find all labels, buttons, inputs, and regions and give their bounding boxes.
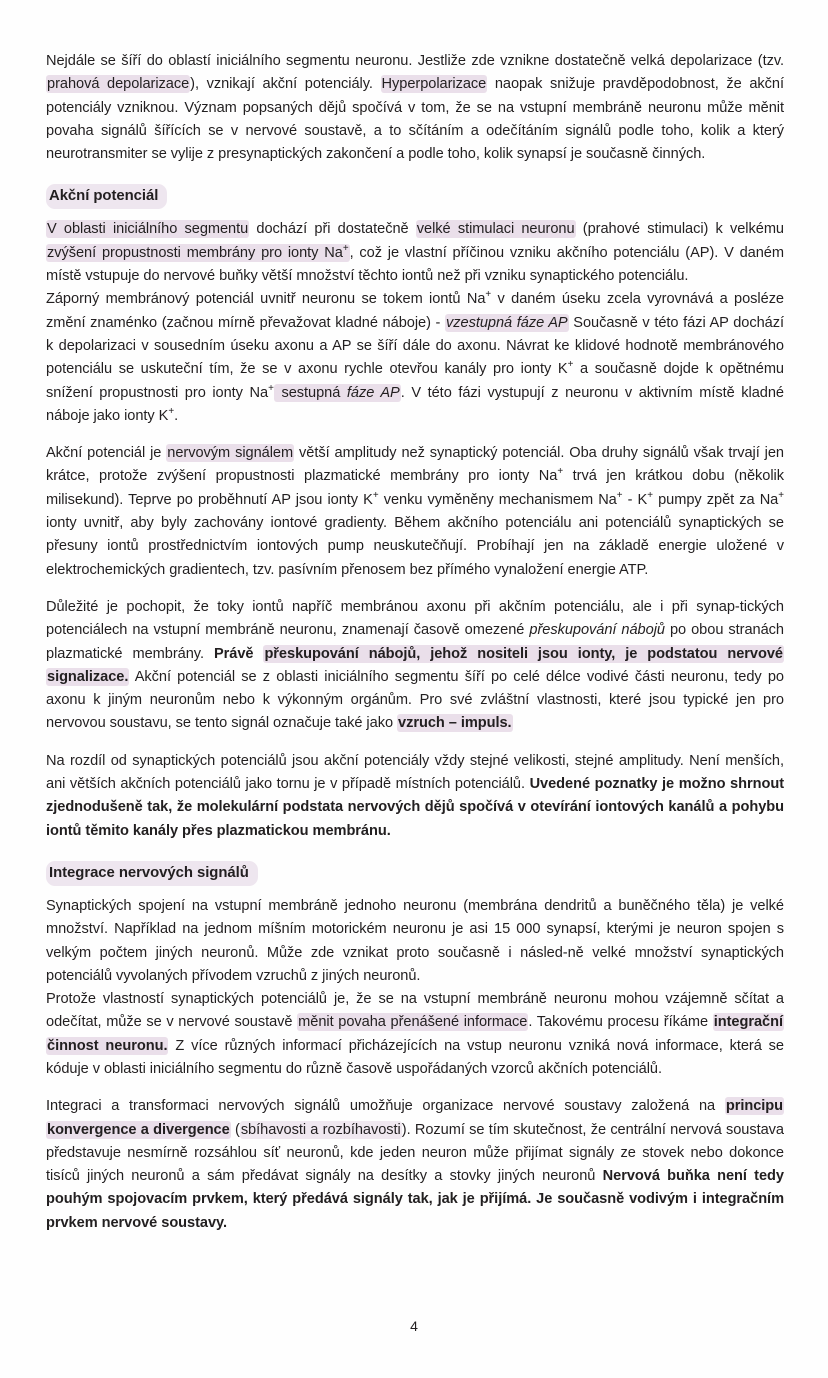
- bold-prave: Právě: [213, 645, 264, 662]
- text-run: Současně v této fázi AP dochází k depolarizaci v sousedním úseku axonu a AP se šíří dále do axonu. Návrat ke klidové hodnotě membránového potenciálu se uskuteční tím, že se v axonu rychle otevřou kanály pro ionty K: [46, 314, 784, 378]
- superscript-plus: +: [557, 466, 564, 478]
- text-run: - K: [622, 491, 648, 508]
- highlight-bold-integracni-cinnost-neuronu: integrační činnost neuronu.: [47, 1014, 783, 1054]
- highlight-velke-stimulaci-neuronu: velké stimulaci neuronu: [416, 221, 575, 238]
- highlight-sestupna-faze-ap: [274, 384, 401, 402]
- superscript-plus: +: [168, 406, 175, 417]
- highlight-bold-podstata-nervove-signalizace: přeskupování nábojů, jehož nositeli jsou ionty, je podstatou nervové signalizace.: [47, 645, 783, 685]
- text-run: . Takovému procesu říkáme: [528, 1014, 713, 1031]
- bold-nervova-bunka-statement: Nervová buňka není tedy pouhým spojovacím prvkem, který předává signály tak, jak je přijímá. Je současně vodivým i integračním prvkem nervové soustavy.: [46, 1168, 784, 1231]
- paragraph-intro: [46, 50, 784, 166]
- text-run: pumpy zpět za Na: [652, 491, 779, 508]
- spacer: [46, 582, 784, 596]
- text-run: Akční potenciál je: [46, 445, 167, 462]
- page-number: 4: [410, 1318, 418, 1334]
- text-run: naopak snižuje pravděpodobnost, že akční potenciály vzniknou. Význam popsaných dějů spočívá v tom, že se na vstupní membráně neuronu může měnit povaha signálů šířících se v nervové soustavě, a to sčítáním a odečítáním signálů podle toho, kolik a který neurotransmiter se vylije z presynaptických zakončení a podle toho, kolik synapsí je současně činných.: [46, 76, 784, 163]
- text-run: po obou stranách plazmatické membrány.: [46, 622, 784, 662]
- highlight-bold-principu-konvergence-divergence: principu konvergence a divergence: [47, 1098, 783, 1138]
- text-run: v daném úseku zcela vyrovnává a posléze změní znaménko (začnou mírně převažovat kladné náboje) -: [46, 291, 785, 331]
- spacer: [46, 166, 784, 184]
- text-run: větší amplitudy než synaptický potenciál. Oba druhy signálů však trvají jen krátce, protože zvýšení propustnosti plazmatické membrány pro ionty Na: [46, 445, 784, 485]
- text-run: .: [174, 407, 179, 424]
- text-run: (: [230, 1121, 240, 1138]
- superscript-plus: +: [372, 489, 379, 501]
- spacer: [46, 736, 784, 750]
- spacer: [46, 428, 784, 442]
- paragraph-ap-phases: [46, 288, 784, 428]
- superscript-plus: +: [342, 242, 349, 254]
- paragraph-synaptic-connections: [46, 895, 784, 988]
- text-run: Integraci a transformaci nervových signálů umožňuje organizace nervové soustavy založená na: [46, 1098, 725, 1115]
- text-run: ), vznikají akční potenciály.: [190, 76, 381, 93]
- text-run: trvá jen krátkou dobu (několik milisekund). Teprve po proběhnutí AP jsou ionty K: [46, 468, 784, 508]
- text-run: Záporný membránový potenciál uvnitř neuronu se tokem iontů Na: [46, 291, 486, 308]
- highlight-sbihavosti-rozbihavosti: sbíhavosti a rozbíhavosti: [240, 1121, 401, 1138]
- heading-integrace-nervovych-signalu: [46, 861, 784, 886]
- superscript-plus: +: [647, 489, 653, 501]
- spacer: [46, 843, 784, 861]
- spacer: [46, 1081, 784, 1095]
- text-run: Akční potenciál se z oblasti iniciálního segmentu šíří po celé délce vodivé části neuronu, tedy po axonu k jiným neuronům nebo k výkonným orgánům. Pro své zvláštní vlastnosti, které jsou typické jen pro nervovou soustavu, se tento signál označuje také jako: [46, 668, 784, 732]
- superscript-plus: +: [485, 289, 492, 301]
- highlight-v-oblasti-inicialniho-segmentu: V oblasti iniciálního segmentu: [47, 221, 249, 238]
- text-run: , což je vlastní příčinou vzniku akčního potenciálu (AP). V daném místě vstupuje do nervové buňky větší množství těchto iontů než při vzniku synaptického potenciálu.: [46, 244, 784, 285]
- paragraph-ap-uniformity: [46, 750, 784, 843]
- heading-akcni-potencial: [46, 184, 784, 209]
- paragraph-convergence-divergence: [46, 1095, 784, 1235]
- text-run: Na rozdíl od synaptických potenciálů jsou akční potenciály vždy stejné velikosti, stejné amplitudy. Není menších, ani větších akčních potenciálů jako tornu je v případě místních potenciálů.: [46, 752, 784, 793]
- text-run: ). Rozumí se tím skutečnost, že centrální nervová soustava představuje nesmírně rozsáhlou síť neuronů, kde jeden neuron může přijímat signály ze stovek nebo dokonce tisíců jiných neuronů a sám předávat signály na desítky a stovky jiných neuronů: [46, 1121, 784, 1185]
- paragraph-ap-amplitude: [46, 442, 784, 582]
- highlight-nervovym-signalem: nervovým signálem: [167, 445, 294, 462]
- highlight-vzestupna-faze-ap: vzestupná fáze AP: [446, 314, 568, 331]
- text-run: Synaptických spojení na vstupní membráně jednoho neuronu (membrána dendritů a buněčného těla) je velké množství. Například na jednom míšním motorickém neuronu je asi 15 000 synapsí, kterými je neuron spojen s velkým počtem jiných neuronů. Může zde vznikat proto současně i násled-ně velké množství synaptických potenciálů vyvolaných přívodem vzruchů z jiných neuronů.: [46, 897, 784, 984]
- text-run: Nejdále se šíří do oblastí iniciálního segmentu neuronu. Jestliže zde vznikne dostatečně velká depolarizace (tzv.: [46, 53, 784, 69]
- highlight-hyperpolarizace: Hyperpolarizace: [381, 76, 487, 93]
- heading-label: Akční potenciál: [46, 184, 167, 209]
- text-run: sestupná: [274, 384, 347, 401]
- text-run-italic: fáze AP: [346, 384, 400, 401]
- highlight-prahova-depolarizace: prahová depolarizace: [47, 76, 190, 93]
- text-run: ionty uvnitř, aby byly zachovány iontové gradienty. Během akčního potenciálu ani potenciálů synaptických se přesuny iontů prostřednictvím iontových pump neuskutečňují. Probíhají jen na základě energie uložené v elektrochemických gradientech, tzv. pasívním přenosem bez přímého vynaložení energie ATP.: [46, 515, 784, 578]
- superscript-plus: +: [268, 382, 274, 394]
- text-run: Důležité je pochopit, že toky iontů napříč membránou axonu při akčním potenciálu, ale i při synap-tických potenciálech na vstupní membráně neuronu, znamenají časově omezené: [46, 598, 784, 639]
- spacer: [46, 209, 784, 218]
- highlight-menit-povaha-prenasene-informace: měnit povaha přenášené informace: [298, 1014, 528, 1031]
- text-run: venku vyměněny mechanismem Na: [378, 491, 617, 508]
- bold-summary-statement: Uvedené poznatky je možno shrnout zjednodušeně tak, že molekulární podstata nervových dějů spočívá v otevírání iontových kanálů a pohybu iontů těmito kanály přes plazmatickou membránu.: [46, 776, 785, 839]
- text-run: zvýšení propustnosti membrány pro ionty Na: [47, 244, 343, 261]
- paragraph-charge-redistribution: [46, 596, 784, 736]
- document-body: [46, 50, 784, 1235]
- text-run: (prahové stimulaci) k velkému: [575, 221, 784, 238]
- spacer: [46, 886, 784, 895]
- superscript-plus: +: [778, 489, 784, 501]
- paragraph-ap-definition: [46, 218, 784, 288]
- superscript-plus: +: [616, 489, 623, 501]
- superscript-plus: +: [567, 359, 574, 371]
- text-run: dochází při dostatečně: [249, 221, 416, 238]
- text-run: Protože vlastností synaptických potenciálů je, že se na vstupní membráně neuronu mohou vzájemně sčítat a odečítat, může se v nervové soustavě: [46, 991, 784, 1031]
- italic-preskupovani-naboju: přeskupování nábojů: [529, 622, 665, 639]
- paragraph-integration-activity: [46, 988, 784, 1081]
- heading-label: Integrace nervových signálů: [46, 861, 258, 886]
- highlight-zvyseni-propustnosti: [46, 244, 350, 262]
- text-run: . V této fázi vystupují z neuronu v aktivním místě kladné náboje jako ionty K: [46, 384, 785, 424]
- text-run: a současně dojde k opětnému snížení propustnosti pro ionty Na: [46, 361, 784, 401]
- text-run: Z více různých informací přicházejících na vstup neuronu vzniká nová informace, která se kóduje v oblasti iniciálního segmentu do různě časově uspořádaných vzorců akčních potenciálů.: [46, 1037, 784, 1077]
- highlight-bold-vzruch-impuls: vzruch – impuls.: [398, 715, 512, 732]
